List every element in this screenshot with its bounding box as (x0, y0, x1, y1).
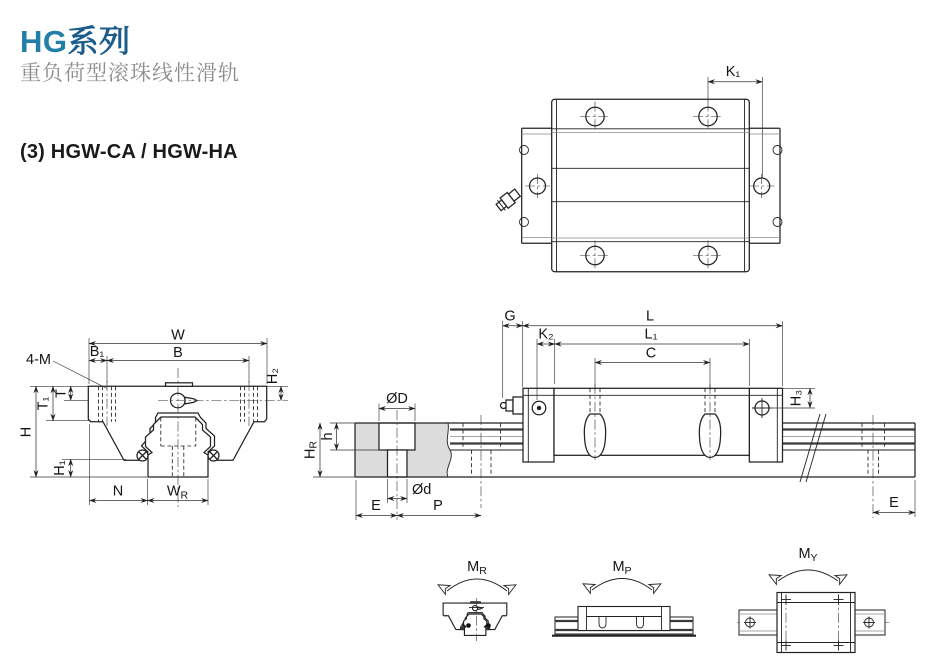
moment-pitch-diagram (552, 559, 696, 636)
moment-label-my: $M_Y$ (798, 546, 818, 564)
front-view-drawing (18, 328, 288, 508)
front-view-block-shape (88, 383, 266, 477)
dim-label-wr: $W_R$ (166, 483, 189, 502)
moment-roll-diagram (436, 559, 519, 641)
dim-label-h-depth: h (319, 432, 336, 441)
dim-label-k1: K₁ (725, 64, 741, 80)
roll-mini-block (443, 602, 507, 636)
dim-label-l1: L₁ (644, 326, 658, 343)
dim-label-h2: H₂ (264, 367, 281, 385)
moment-yaw-diagram (737, 546, 890, 653)
grease-nipple-side-icon (501, 397, 524, 414)
pitch-mini-block (552, 607, 696, 636)
dim-label-w: W (171, 327, 185, 344)
page-subtitle: 重负荷型滚珠线性滑轨 (20, 62, 240, 85)
dim-label-t1: T₁ (35, 396, 52, 411)
yaw-mini-block (737, 593, 890, 653)
dim-label-l: L (645, 308, 655, 325)
page-title-series: HG (20, 24, 68, 59)
dim-label-h: H (18, 426, 35, 438)
dim-label-t: T (53, 389, 70, 398)
pitch-arrow-arc (592, 579, 652, 591)
moment-label-mr: $M_R$ (467, 559, 487, 577)
dim-label-hr: $H_R$ (302, 440, 320, 460)
dim-label-c: C (645, 345, 657, 362)
page-title-series-zh: 系列 (67, 24, 131, 59)
dim-label-b1: B₁ (89, 344, 105, 360)
dim-label-e-left: E (371, 498, 381, 514)
dim-label-e-right: E (889, 495, 899, 511)
moment-label-mp: $M_P$ (612, 559, 632, 577)
dim-label-k2: K₂ (538, 326, 554, 343)
dim-label-g: G (504, 308, 516, 325)
dim-label-n: N (112, 483, 124, 500)
block-side-view (501, 384, 783, 462)
dim-label-p: P (433, 498, 443, 514)
dim-label-b: B (173, 345, 183, 361)
dim-label-4m: 4-M (26, 352, 51, 368)
dim-label-h1: H₁ (51, 460, 68, 476)
yaw-arrow-arc (778, 570, 838, 581)
dim-label-h3: H₃ (788, 389, 805, 407)
roll-arrow-arc (447, 579, 507, 591)
top-view-drawing (495, 64, 782, 272)
block-top-view (552, 99, 750, 271)
grease-nipple-icon (495, 188, 522, 213)
section-heading: (3) HGW-CA / HGW-HA (20, 141, 238, 163)
dim-label-od-counterbore: ØD (386, 391, 408, 407)
dim-label-od-bolt: Ød (412, 482, 432, 498)
side-view-drawing (302, 309, 915, 521)
